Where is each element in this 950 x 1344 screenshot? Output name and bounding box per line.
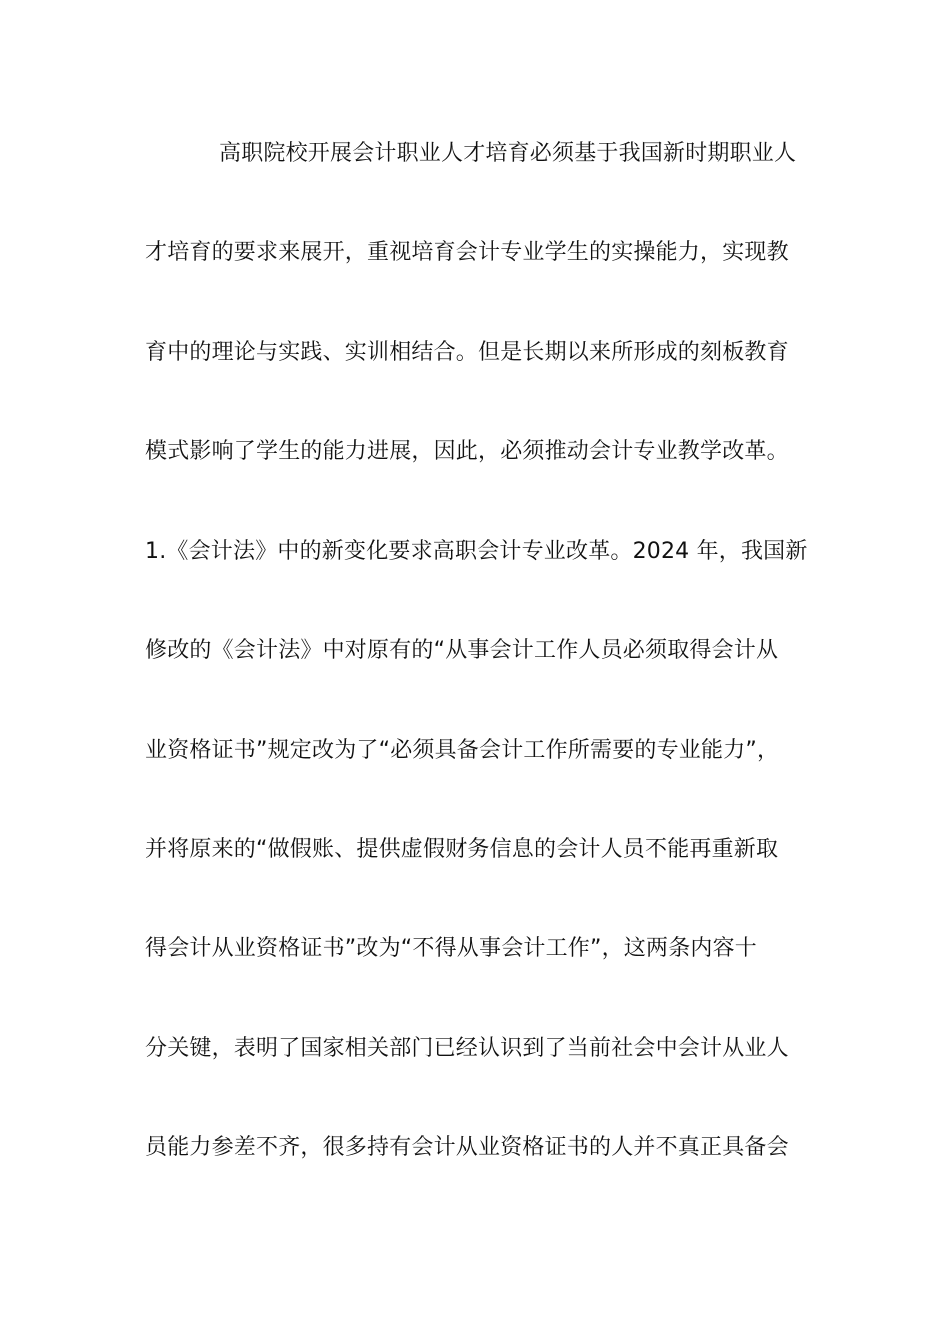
paragraph-line-7: 业资格证书”规定改为了“必须具备会计工作所需要的专业能力”， bbox=[145, 738, 780, 763]
paragraph-line-1: 高职院校开展会计职业人才培育必须基于我国新时期职业人 bbox=[219, 141, 797, 166]
paragraph-line-5: 1.《会计法》中的新变化要求高职会计专业改革。2024 年，我国新 bbox=[145, 539, 808, 564]
paragraph-line-8: 并将原来的“做假账、提供虚假财务信息的会计人员不能再重新取 bbox=[145, 837, 779, 862]
paragraph-line-9: 得会计从业资格证书”改为“不得从事会计工作”，这两条内容十 bbox=[145, 936, 757, 961]
paragraph-line-4: 模式影响了学生的能力进展，因此，必须推动会计专业教学改革。 bbox=[145, 439, 789, 464]
paragraph-line-3: 育中的理论与实践、实训相结合。但是长期以来所形成的刻板教育 bbox=[145, 340, 789, 365]
paragraph-line-11: 员能力参差不齐，很多持有会计从业资格证书的人并不真正具备会 bbox=[145, 1135, 789, 1160]
paragraph-line-6: 修改的《会计法》中对原有的“从事会计工作人员必须取得会计从 bbox=[145, 638, 779, 663]
paragraph-line-2: 才培育的要求来展开，重视培育会计专业学生的实操能力，实现教 bbox=[145, 240, 789, 265]
paragraph-line-10: 分关键，表明了国家相关部门已经认识到了当前社会中会计从业人 bbox=[145, 1036, 789, 1061]
